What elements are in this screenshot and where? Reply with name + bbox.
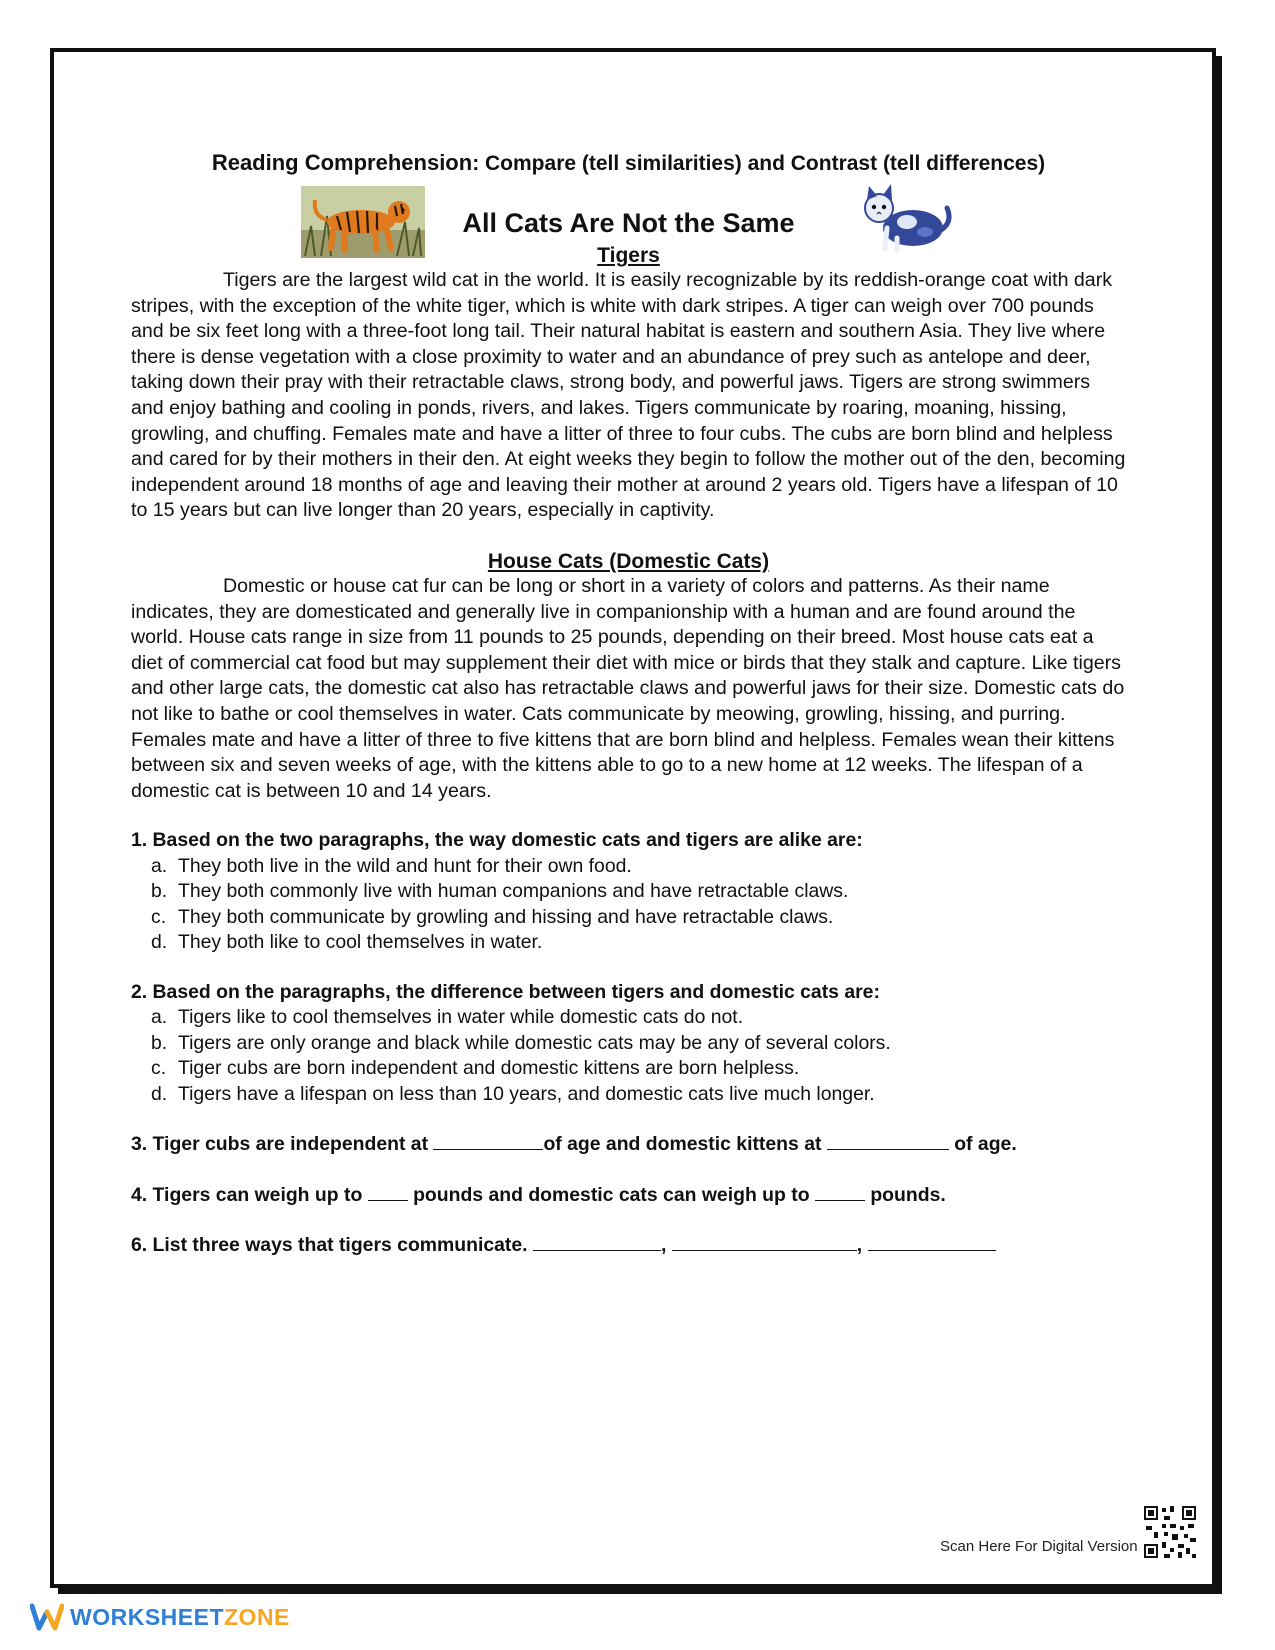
question-2-option-d[interactable]: d. Tigers have a lifespan on less than 10 years, and domestic cats live much longer. [151,1082,875,1105]
tigers-paragraph: Tigers are the largest wild cat in the world. It is easily recognizable by its reddish-orange coat with dark stripes, with the exception of the white tiger, which is white with dark stripes. A tiger can weigh over 700 pounds and be six feet long with a three-foot long tail. Their natural habitat is eastern and southern Asia. They live where there is dense vegetation with a close proximity to water and an abundance of prey such as antelope and deer, taking down their pray with their retractable claws, strong body, and powerful jaws. Tigers are strong swimmers and enjoy bathing and cooling in ponds, rivers, and lakes. Tigers communicate by roaring, moaning, hissing, growling, and chuffing. Females mate and have a litter of three to four cubs. The cubs are born blind and helpless and cared for by their mothers in their den. At eight weeks they begin to follow the mother out of the den, becoming independent around 18 months of age and leaving their mother at around 2 years old. Tigers have a lifespan of 10 to 15 years but can live longer than 20 years, especially in captivity. [131,269,1126,522]
scan-here-text: Scan Here For Digital Version [940,1538,1138,1555]
worksheetzone-w-logo-icon [30,1602,64,1632]
worksheet-header [131,150,1126,176]
worksheet-content [131,150,1126,1259]
question-4-blank-1[interactable] [368,1182,408,1201]
question-3: 3. Tiger cubs are independent at of age and domestic kittens at of age. [131,1133,1017,1156]
question-1-option-b[interactable]: b. They both commonly live with human companions and have retractable claws. [151,880,849,903]
house-cats-heading: House Cats (Domestic Cats) [487,549,770,573]
logo-wordmark: WORKSHEETZONE [70,1603,290,1630]
house-cats-paragraph: Domestic or house cat fur can be long or short in a variety of colors and patterns. As their name indicates, they are domesticated and generally live in companionship with a human and are found around the world. House cats range in size from 11 pounds to 25 pounds, depending on their breed. Most house cats eat a diet of commercial cat food but may supplement their diet with mice or birds that they stalk and capture. Like tigers and other large cats, the domestic cat also has retractable claws and powerful jaws for their size. Domestic cats do not like to bathe or cool themselves in water. Cats communicate by meowing, growling, hissing, and purring. Females mate and have a litter of three to five kittens that are born blind and helpless. Females wean their kittens between six and seven weeks of age, with the kittens able to go to a new home at 12 weeks. The lifespan of a domestic cat is between 10 and 14 years. [131,574,1125,802]
question-2 [131,980,1126,1108]
header-rest: : Compare (tell similarities) and Contrast (tell differences) [472,152,1046,175]
question-1-text: 1. Based on the two paragraphs, the way domestic cats and tigers are alike are: [131,829,863,852]
question-6: 6. List three ways that tigers communicate. , , [131,1232,1126,1259]
page-border-shadow-bottom [58,1588,1222,1594]
question-4-blank-2[interactable] [815,1182,865,1201]
title-row [131,186,1126,264]
question-1-option-c[interactable]: c. They both communicate by growling and hissing and have retractable claws. [151,905,834,928]
house-cat-picture-icon [857,182,953,254]
question-1-option-d[interactable]: d. They both like to cool themselves in water. [151,931,543,954]
worksheet-title: All Cats Are Not the Same [462,208,795,238]
question-3-blank-2[interactable] [827,1131,949,1150]
question-4: 4. Tigers can weigh up to pounds and domestic cats can weigh up to pounds. [131,1183,946,1206]
question-1 [131,828,1126,956]
question-2-text: 2. Based on the paragraphs, the difference between tigers and domestic cats are: [131,980,880,1003]
question-6-blank-1[interactable] [533,1232,661,1251]
question-3-blank-1[interactable] [433,1131,543,1150]
header-lead: Reading Comprehension [211,150,473,175]
question-1-option-a[interactable]: a. They both live in the wild and hunt for their own food. [151,854,632,877]
question-2-option-c[interactable]: c. Tiger cubs are born independent and domestic kittens are born helpless. [151,1057,800,1080]
page-border-shadow-right [1216,56,1222,1594]
question-6-blank-3[interactable] [868,1232,996,1251]
question-2-option-b[interactable]: b. Tigers are only orange and black while domestic cats may be any of several colors. [151,1031,891,1054]
question-2-option-a[interactable]: a. Tigers like to cool themselves in water while domestic cats do not. [151,1006,744,1029]
worksheetzone-logo[interactable] [30,1597,290,1637]
question-6-blank-2[interactable] [672,1232,857,1251]
qr-code-icon[interactable] [1142,1504,1198,1560]
question-1-options [131,854,1126,956]
tigers-heading: Tigers [597,244,660,267]
question-2-options [131,1005,1126,1107]
